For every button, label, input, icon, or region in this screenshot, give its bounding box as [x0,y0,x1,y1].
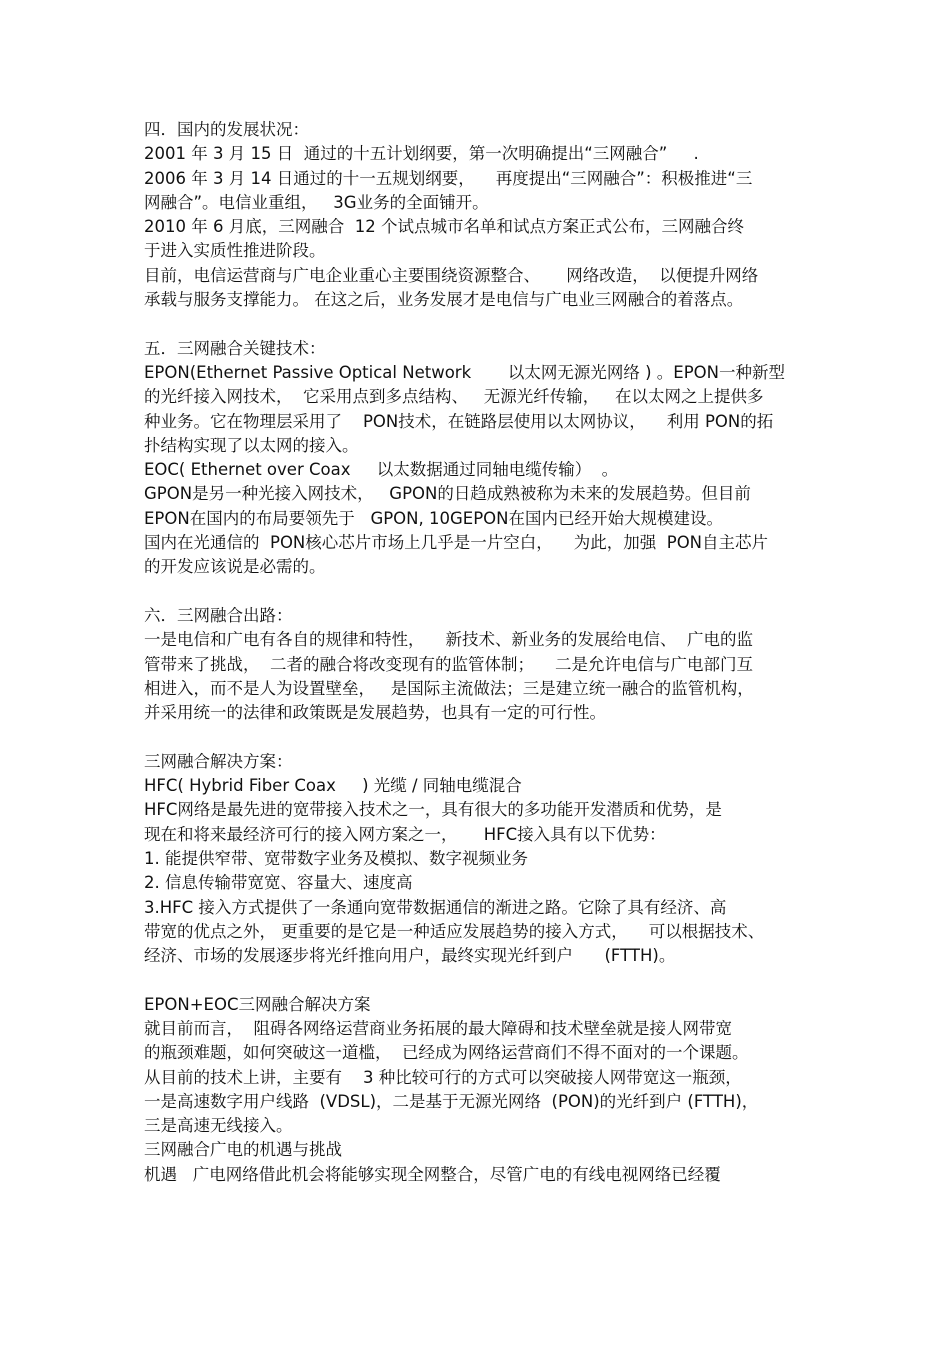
section-domestic-development [144,118,814,312]
text-line: GPON是另一种光接入网技术， GPON的日趋成熟被称为未来的发展趋势。但目前 [144,484,751,504]
text-line: 的开发应该说是必需的。 [144,557,326,577]
section-heading: EPON+EOC三网融合解决方案 [144,994,371,1014]
text-line: 承载与服务支撑能力。 在这之后，业务发展才是电信与广电业三网融合的着落点。 [144,290,744,310]
paragraph-gap [144,725,814,749]
list-item: 1. 能提供窄带、宽带数字业务及模拟、数字视频业务 [144,848,528,868]
text-line: 的瓶颈难题，如何突破这一道槛， 已经成为网络运营商们不得不面对的一个课题。 [144,1043,749,1063]
paragraph-gap [144,968,814,992]
text-line: 现在和将来最经济可行的接入网方案之一， HFC接入具有以下优势： [144,824,666,844]
text-line: 扑结构实现了以太网的接入。 [144,435,359,455]
text-line: 就目前而言， 阻碍各网络运营商业务拓展的最大障碍和技术壁垒就是接人网带宽 [144,1018,732,1038]
text-line: 目前，电信运营商与广电企业重心主要围绕资源整合、 网络改造， 以便提升网络 [144,265,759,285]
text-line: 2010 年 6 月底，三网融合 12 个试点城市名单和试点方案正式公布，三网融合终 [144,217,744,237]
text-line: 国内在光通信的 PON核心芯片市场上几乎是一片空白， 为此，加强 PON自主芯片 [144,533,769,553]
section-epon-eoc [144,993,814,1187]
text-line: 2006 年 3 月 14 日通过的十一五规划纲要， 再度提出“三网融合”：积极推进“三 [144,168,753,188]
text-line: EOC( Ethernet over Coax 以太数据通过同轴电缆传输） 。 [144,460,619,480]
text-line: 种业务。它在物理层采用了 PON技术，在链路层使用以太网协议， 利用 PON的拓 [144,411,774,431]
section-key-technologies [144,337,814,580]
text-line: 带宽的优点之外， 更重要的是它是一种适应发展趋势的接入方式， 可以根据技术、 [144,921,765,941]
text-line: 三是高速无线接入。 [144,1116,293,1136]
section-heading: 六．三网融合出路： [144,605,293,625]
list-item: 3.HFC 接入方式提供了一条通向宽带数据通信的渐进之路。它除了具有经济、高 [144,897,727,917]
text-line: 一是高速数字用户线路 (VDSL)，二是基于无源光网络 (PON)的光纤到户 (FTTH)， [144,1091,759,1111]
text-line: 2001 年 3 月 15 日 通过的十五计划纲要，第一次明确提出“三网融合” . [144,144,699,164]
section-solutions [144,750,814,969]
section-heading: 五．三网融合关键技术： [144,338,326,358]
paragraph-gap [144,312,814,336]
text-line: 经济、市场的发展逐步将光纤推向用户，最终实现光纤到户 (FTTH)。 [144,946,676,966]
text-line: HFC网络是最先进的宽带接入技术之一，具有很大的多功能开发潜质和优势，是 [144,800,722,820]
text-line: HFC( Hybrid Fiber Coax ) 光缆 / 同轴电缆混合 [144,776,522,796]
text-line: EPON在国内的布局要领先于 GPON, 10GEPON在国内已经开始大规模建设。 [144,508,723,528]
text-line: 于进入实质性推进阶段。 [144,241,326,261]
text-line: 管带来了挑战， 二者的融合将改变现有的监管体制； 二是允许电信与广电部门互 [144,654,753,674]
text-line: 一是电信和广电有各自的规律和特性， 新技术、新业务的发展给电信、 广电的监 [144,630,753,650]
text-line: 的光纤接入网技术， 它采用点到多点结构、 无源光纤传输， 在以太网之上提供多 [144,387,764,407]
section-way-forward [144,604,814,725]
text-line: 并采用统一的法律和政策既是发展趋势，也具有一定的可行性。 [144,703,606,723]
text-line: 机遇 广电网络借此机会将能够实现全网整合，尽管广电的有线电视网络已经覆 [144,1164,721,1184]
text-line: 从目前的技术上讲，主要有 3 种比较可行的方式可以突破接人网带宽这一瓶颈， [144,1067,742,1087]
document-body [144,118,814,1187]
list-item: 2. 信息传输带宽宽、容量大、速度高 [144,873,413,893]
text-line: 相进入，而不是人为设置壁垒， 是国际主流做法；三是建立统一融合的监管机构， [144,678,754,698]
text-line: 网融合”。电信业重组， 3G业务的全面铺开。 [144,192,489,212]
section-heading: 四．国内的发展状况： [144,120,309,139]
section-heading: 三网融合解决方案： [144,751,293,771]
paragraph-gap [144,580,814,604]
text-line: EPON(Ethernet Passive Optical Network 以太网无源光网络 ) 。EPON一种新型 [144,362,785,382]
section-heading: 三网融合广电的机遇与挑战 [144,1140,342,1160]
